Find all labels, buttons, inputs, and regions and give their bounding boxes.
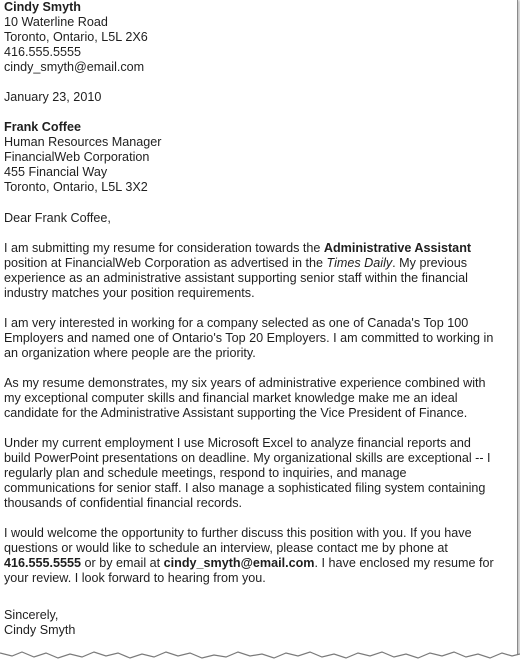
cover-letter-body bbox=[4, 0, 514, 638]
sender-block bbox=[4, 0, 514, 75]
sender-email: cindy_smyth@email.com bbox=[4, 60, 145, 74]
p1-text: position at FinancialWeb Corporation as advertised in the bbox=[4, 256, 327, 270]
p1-text: I am submitting my resume for consideration towards the bbox=[4, 241, 324, 255]
salutation: Dear Frank Coffee, bbox=[4, 211, 111, 225]
p4-line-4: communications for senior staff. I also manage a sophisticated filing system containing bbox=[4, 481, 486, 495]
p4-line-3: regularly plan and schedule meetings, respond to inquiries, and manage bbox=[4, 466, 407, 480]
recipient-title: Human Resources Manager bbox=[4, 135, 162, 149]
p1-text: . My previous bbox=[392, 256, 468, 270]
contact-phone: 416.555.5555 bbox=[4, 556, 82, 570]
p5-text: or by email at bbox=[81, 556, 164, 570]
p4-line-5: thousands of confidential financial records. bbox=[4, 496, 243, 510]
sender-name: Cindy Smyth bbox=[4, 0, 81, 14]
p2-line-1: I am very interested in working for a company selected as one of Canada's Top 100 bbox=[4, 316, 469, 330]
position-title: Administrative Assistant bbox=[323, 241, 472, 255]
p4-line-2: build PowerPoint presentations on deadline. My organizational skills are exceptional -- I bbox=[4, 451, 491, 465]
recipient-address-line-2: Toronto, Ontario, L5L 3X2 bbox=[4, 180, 148, 194]
p5-line-2: questions or would like to schedule an interview, please contact me by phone at bbox=[4, 541, 448, 555]
letter-date: January 23, 2010 bbox=[4, 90, 102, 104]
sender-phone: 416.555.5555 bbox=[4, 45, 82, 59]
p3-line-1: As my resume demonstrates, my six years of administrative experience combined with bbox=[4, 376, 486, 390]
p5-line-4: your review. I look forward to hearing from you. bbox=[4, 571, 266, 585]
recipient-company: FinancialWeb Corporation bbox=[4, 150, 150, 164]
closing-block bbox=[4, 608, 514, 638]
paragraph-4 bbox=[4, 436, 514, 511]
paragraph-1 bbox=[4, 241, 514, 301]
paragraph-3 bbox=[4, 376, 514, 421]
sender-address-line-1: 10 Waterline Road bbox=[4, 15, 108, 29]
recipient-block bbox=[4, 120, 514, 195]
salutation-block bbox=[4, 211, 514, 226]
paragraph-2 bbox=[4, 316, 514, 361]
p3-line-3: candidate for the Administrative Assistant supporting the Vice President of Finance. bbox=[4, 406, 468, 420]
recipient-address-line-1: 455 Financial Way bbox=[4, 165, 108, 179]
torn-paper-edge bbox=[0, 644, 520, 668]
letter-date-block bbox=[4, 90, 514, 105]
sender-address-line-2: Toronto, Ontario, L5L 2X6 bbox=[4, 30, 148, 44]
p2-line-2: Employers and named one of Ontario's Top 20 Employers. I am committed to working in bbox=[4, 331, 494, 345]
p4-line-1: Under my current employment I use Microsoft Excel to analyze financial reports and bbox=[4, 436, 471, 450]
signature-name: Cindy Smyth bbox=[4, 623, 76, 637]
p3-line-2: my exceptional computer skills and financial market knowledge make me an ideal bbox=[4, 391, 458, 405]
publication-name: Times Daily bbox=[326, 256, 393, 270]
p5-text: . I have enclosed my resume for bbox=[314, 556, 494, 570]
p1-line-4: industry matches your position requirements. bbox=[4, 286, 255, 300]
paragraph-5 bbox=[4, 526, 514, 586]
p2-line-3: an organization where people are the priority. bbox=[4, 346, 256, 360]
closing: Sincerely, bbox=[4, 608, 59, 622]
p1-line-1 bbox=[4, 241, 514, 256]
p5-line-1: I would welcome the opportunity to further discuss this position with you. If you have bbox=[4, 526, 472, 540]
recipient-name: Frank Coffee bbox=[4, 120, 81, 134]
contact-email: cindy_smyth@email.com bbox=[163, 556, 315, 570]
p5-line-3 bbox=[4, 556, 514, 571]
p1-line-2 bbox=[4, 256, 514, 271]
p1-line-3: experience as an administrative assistant supporting senior staff within the financial bbox=[4, 271, 468, 285]
